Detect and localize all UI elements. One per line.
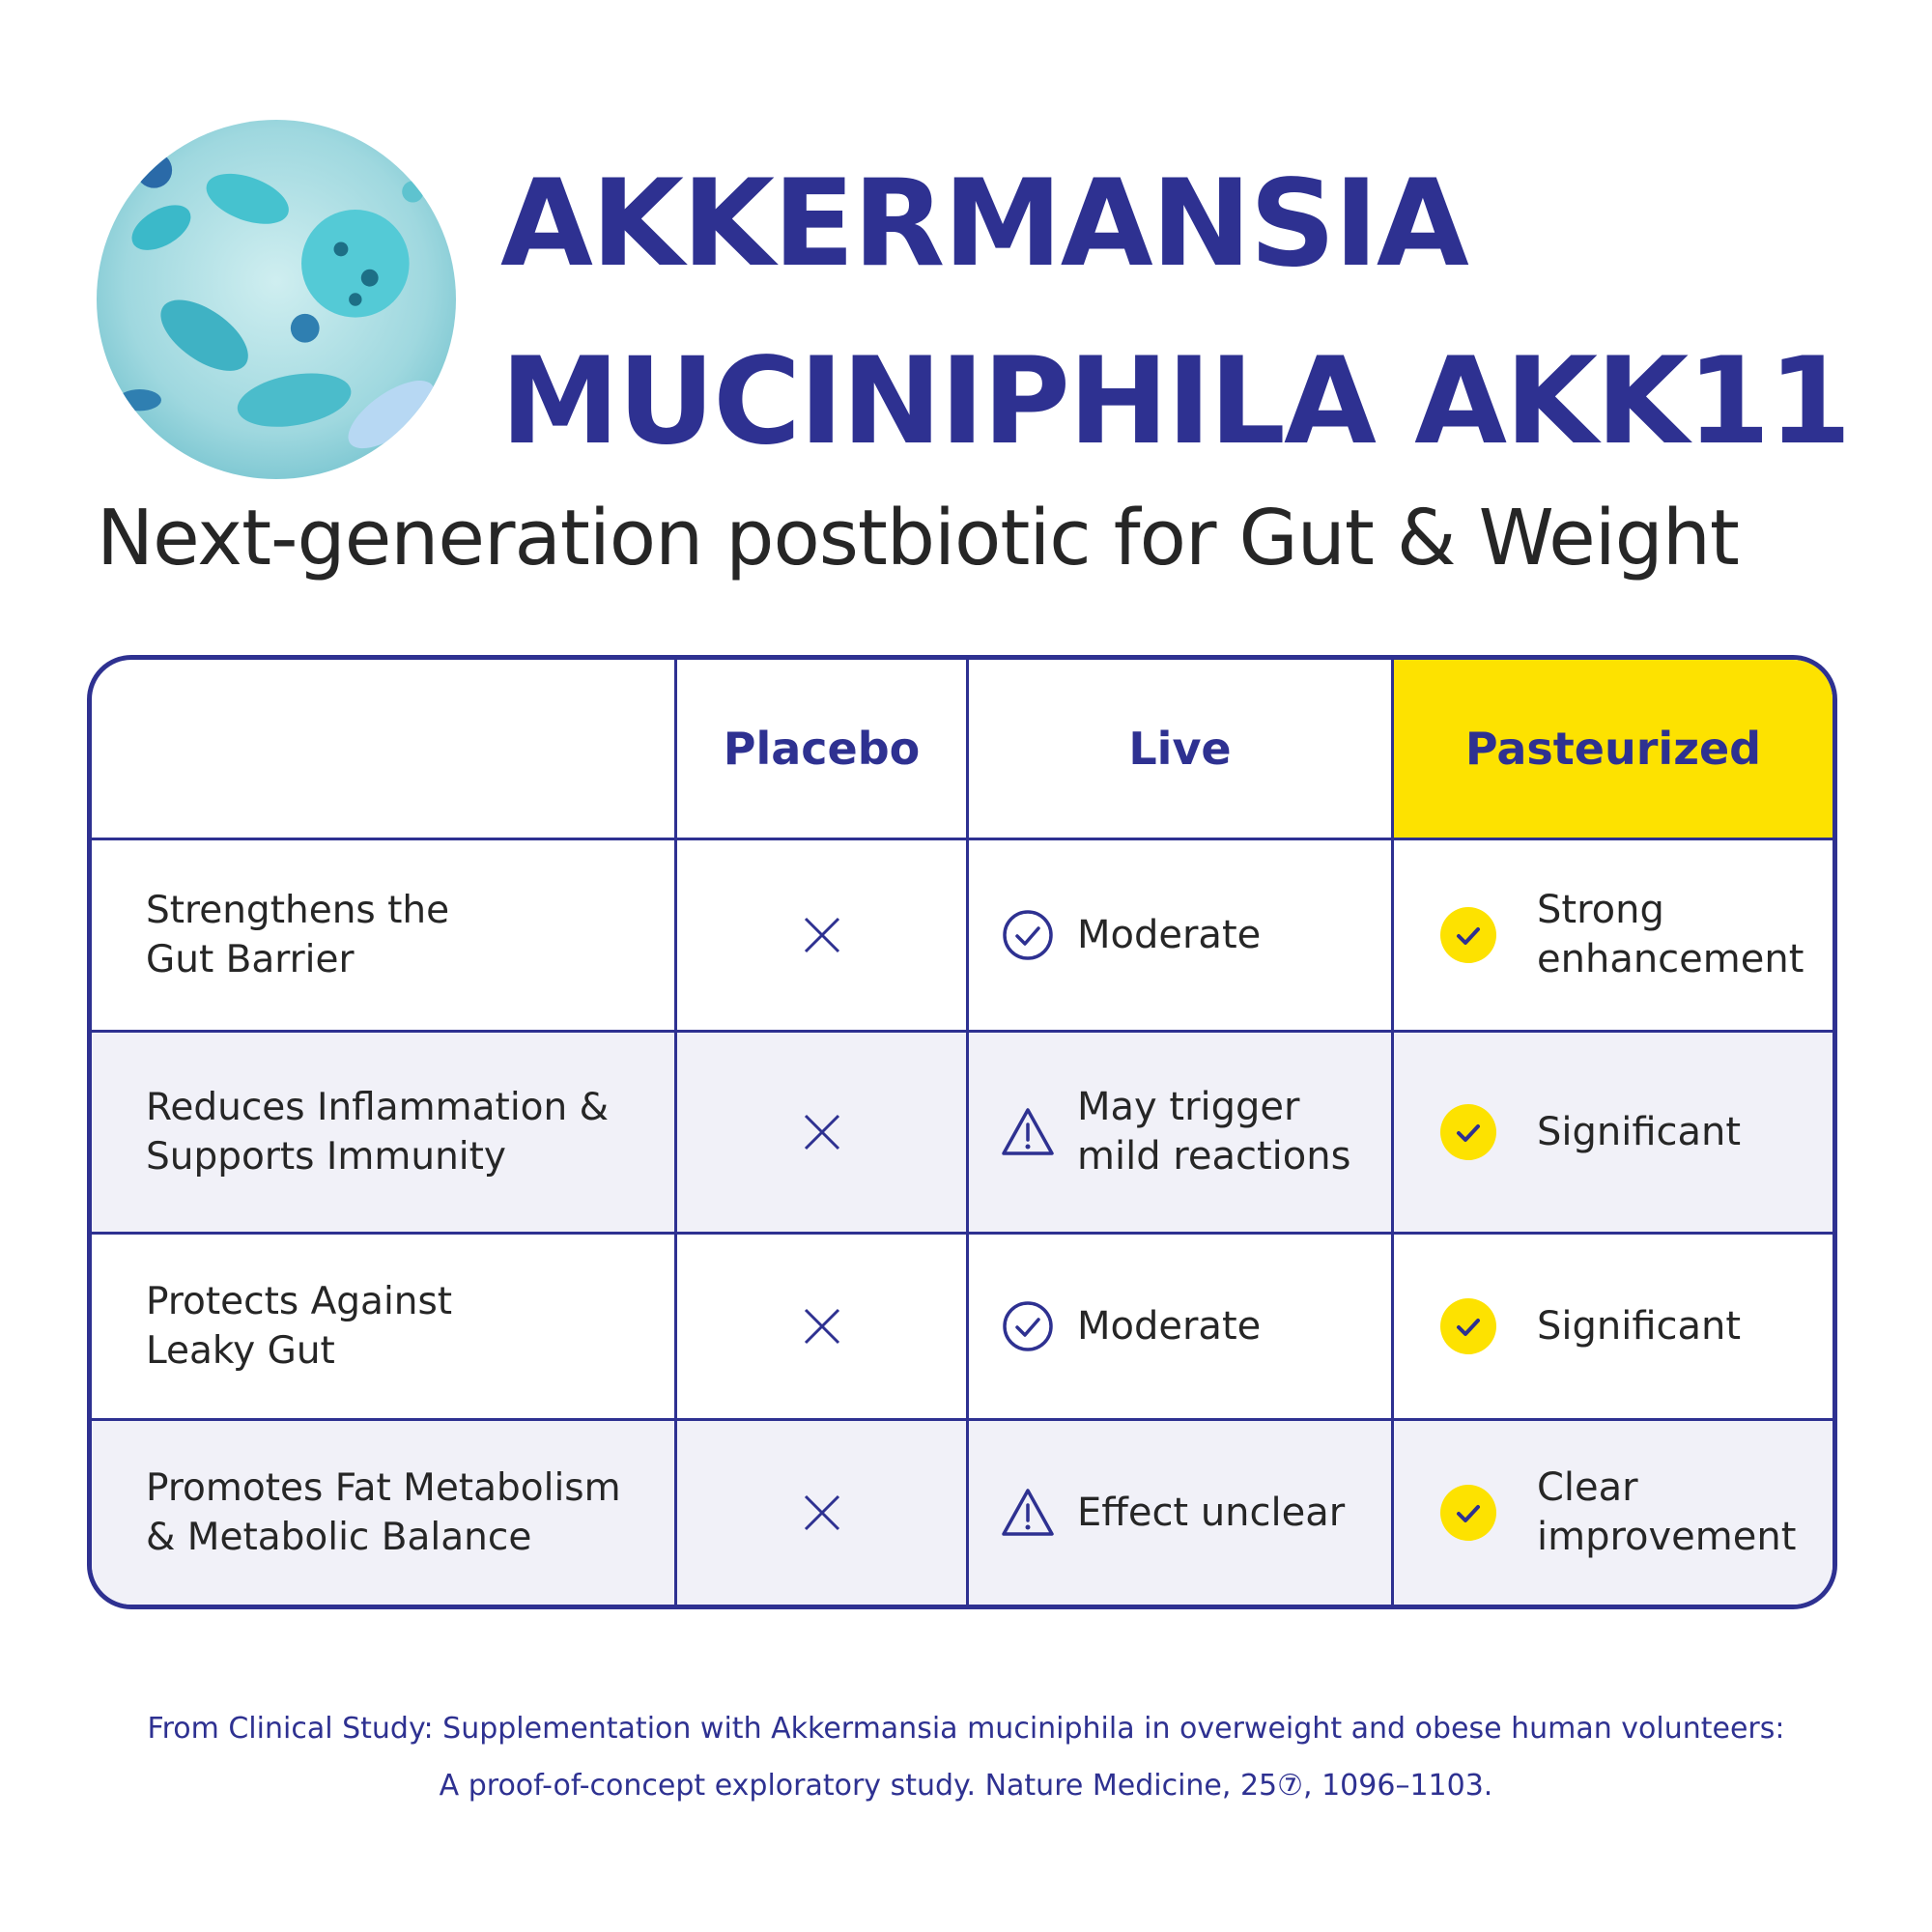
live-value: Moderate: [1077, 1303, 1262, 1349]
pasteurized-cell: [1394, 840, 1833, 1033]
live-value: May trigger mild reactions: [1077, 1085, 1351, 1179]
table-row-feature: [92, 1033, 677, 1235]
placebo-cell: [677, 840, 969, 1033]
feature-label: Protects Against Leaky Gut: [146, 1280, 453, 1373]
x-icon: [803, 1113, 841, 1151]
citation-line-2: A proof-of-concept exploratory study. Nature Medicine, 25⑦, 1096–1103.: [439, 1769, 1493, 1803]
pasteurized-value: Clear improvement: [1537, 1465, 1797, 1559]
bacteria-image: [97, 120, 456, 479]
placebo-cell: [677, 1235, 969, 1421]
yellow-check-icon: [1440, 1104, 1496, 1160]
column-header-placebo: Placebo: [677, 660, 969, 840]
check-circle-icon: [1000, 1298, 1056, 1354]
pasteurized-cell: [1394, 1235, 1833, 1421]
table-row-feature: [92, 840, 677, 1033]
title-line-2: MUCINIPHILA AKK11: [500, 332, 1850, 471]
live-cell: [969, 1235, 1394, 1421]
column-header-pasteurized: Pasteurized: [1394, 660, 1833, 840]
warning-icon: [1000, 1485, 1056, 1541]
feature-label: Strengthens the Gut Barrier: [146, 889, 450, 981]
yellow-check-icon: [1440, 907, 1496, 963]
page-subtitle: Next-generation postbiotic for Gut & Weight: [97, 494, 1739, 582]
pasteurized-value: Significant: [1537, 1109, 1742, 1154]
feature-label: Reduces Inflammation & Supports Immunity: [146, 1086, 610, 1179]
table-row-feature: [92, 1235, 677, 1421]
column-header-live: Live: [969, 660, 1394, 840]
table-row-feature: [92, 1421, 677, 1605]
live-cell: [969, 840, 1394, 1033]
pasteurized-cell: [1394, 1033, 1833, 1235]
warning-icon: [1000, 1104, 1056, 1160]
citation-line-1: From Clinical Study: Supplementation with Akkermansia muciniphila in overweight and obese human volunteers:: [147, 1712, 1785, 1746]
pasteurized-value: Strong enhancement: [1537, 888, 1804, 981]
placebo-cell: [677, 1033, 969, 1235]
pasteurized-value: Significant: [1537, 1303, 1742, 1349]
yellow-check-icon: [1440, 1485, 1496, 1541]
live-cell: [969, 1421, 1394, 1605]
header-empty-cell: [92, 660, 677, 840]
live-cell: [969, 1033, 1394, 1235]
pasteurized-cell: [1394, 1421, 1833, 1605]
placebo-cell: [677, 1421, 969, 1605]
title-line-1: AKKERMANSIA: [500, 155, 1467, 294]
feature-label: Promotes Fat Metabolism & Metabolic Balance: [146, 1466, 621, 1559]
study-citation: [58, 1700, 1874, 1814]
live-value: Effect unclear: [1077, 1490, 1346, 1535]
live-value: Moderate: [1077, 912, 1262, 957]
check-circle-icon: [1000, 907, 1056, 963]
comparison-table: [87, 655, 1837, 1609]
x-icon: [803, 916, 841, 954]
x-icon: [803, 1307, 841, 1346]
yellow-check-icon: [1440, 1298, 1496, 1354]
page-title: [500, 135, 1891, 491]
x-icon: [803, 1493, 841, 1532]
